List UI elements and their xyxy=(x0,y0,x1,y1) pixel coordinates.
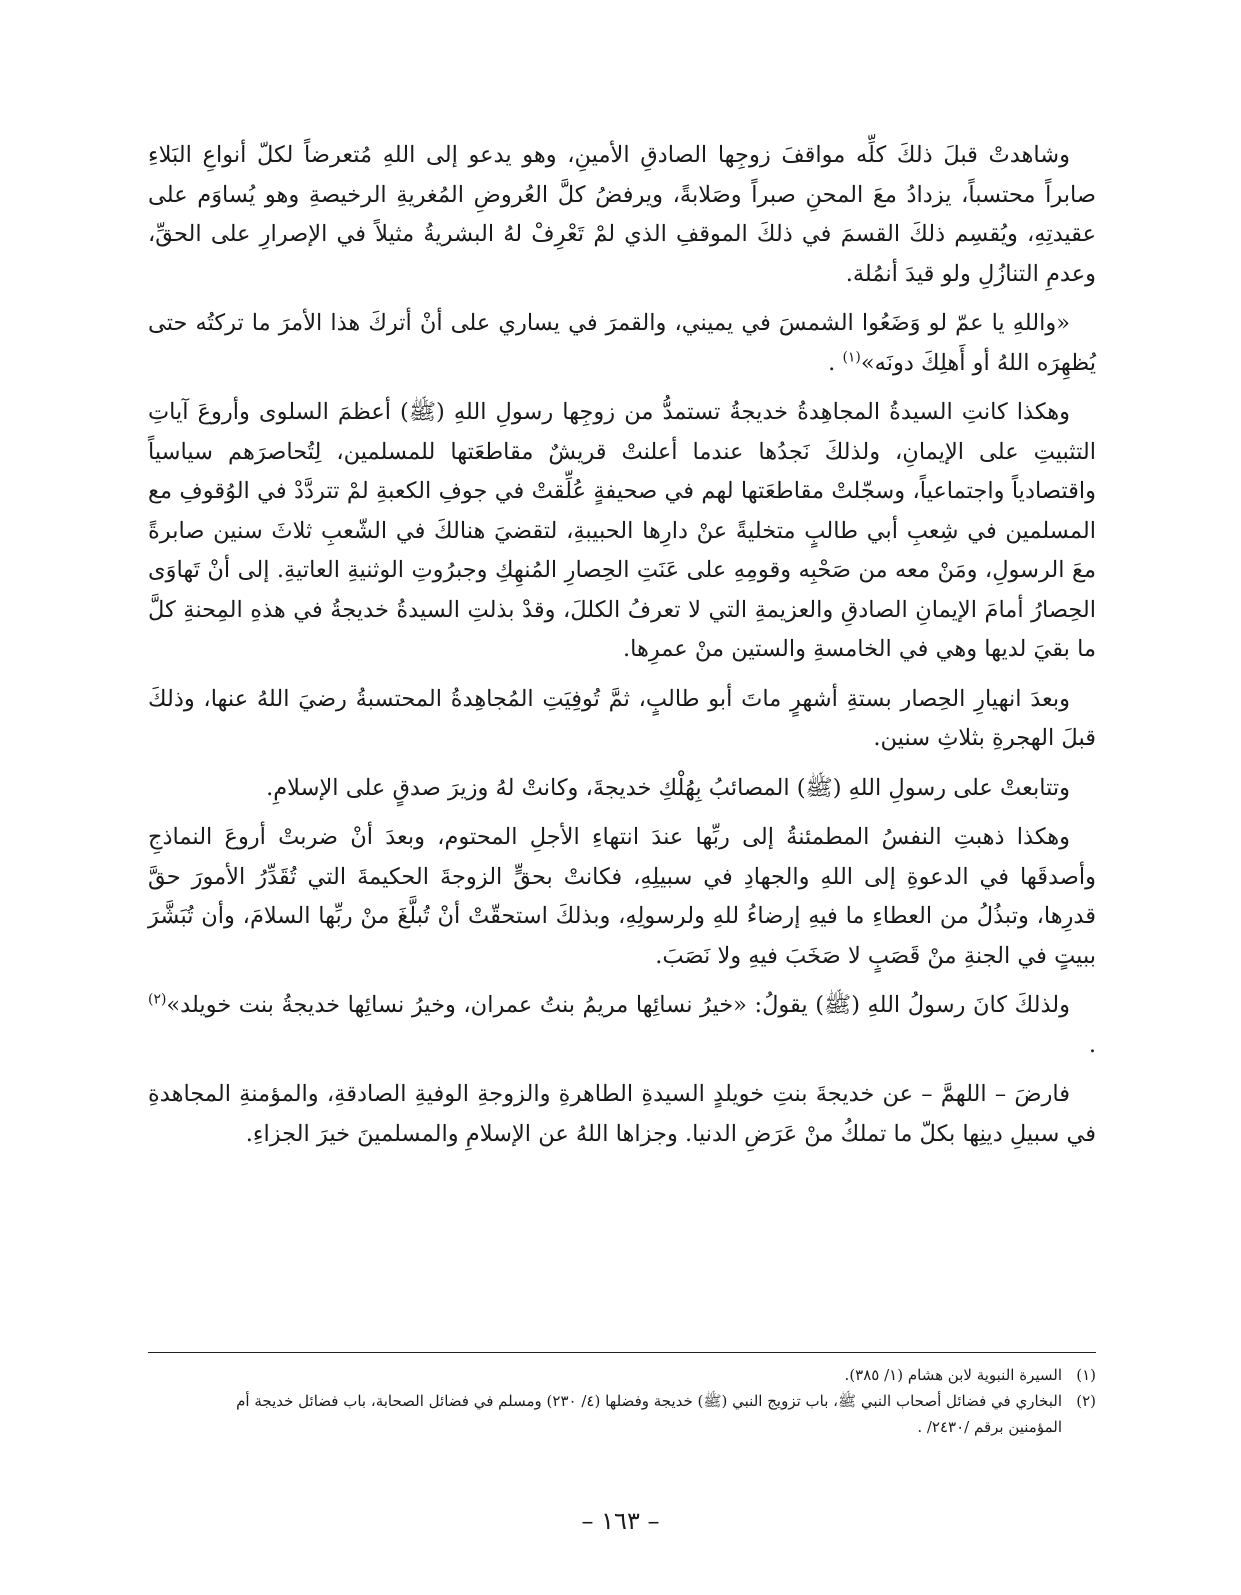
paragraph: وشاهدتْ قبلَ ذلكَ كلِّه مواقفَ زوجِها الصادقِ الأمينِ، وهو يدعو إلى اللهِ مُتعرضاً لكلّ أنواعِ البَلاءِ صابراً محتسباً، يزدادُ معَ المحنِ صبراً وصَلابةً، ويرفضُ كلَّ العُروضِ المُغريةِ الرخيصةِ وهو يُساوَم على عقيدتِهِ، ويُقسِم ذلكَ القسمَ في ذلكَ الموقفِ الذي لمْ تَعْرِفْ لهُ البشريةُ مثيلاً في الإصرارِ على الحقِّ، وعدمِ التنازُلِ ولو قيدَ أنمُلة. xyxy=(148,142,1096,287)
paragraph-hadith xyxy=(148,986,1096,1065)
paragraph-quote xyxy=(148,304,1096,383)
paragraph: وهكذا ذهبتِ النفسُ المطمئنةُ إلى ربِّها عندَ انتهاءِ الأجلِ المحتوم، وبعدَ أنْ ضربتْ أروعَ النماذجِ وأصدقَها في الدعوةِ إلى اللهِ والجهادِ في سبيلِهِ، فكانتْ بحقٍّ الزوجةَ الحكيمةَ التي تُقَدِّرُ الأمورَ حقَّ قدرِها، وتبذُلُ من العطاءِ ما فيهِ إرضاءُ للهِ ولرسولِهِ، وبذلكَ استحقّتْ أنْ تُبلَّغَ منْ ربِّها السلامَ، وأن تُبَشَّرَ ببيتٍ في الجنةِ منْ قَصَبٍ لا صَخَبَ فيهِ ولا نَصَبَ. xyxy=(148,824,1096,969)
sentence-end: . xyxy=(1088,1031,1096,1058)
paragraph: وهكذا كانتِ السيدةُ المجاهِدةُ خديجةُ تستمدُّ من زوجِها رسولِ اللهِ (ﷺ) أعظمَ السلوى وأروعَ آياتِ التثبيتِ على الإيمانِ، ولذلكَ نَجدُها عندما أعلنتْ قريشٌ مقاطعَتها للمسلمين، لِتُحاصرَهم سياسياً واقتصادياً واجتماعياً، وسجّلتْ مقاطعَتها لهم في صحيفةٍ عُلِّقتْ في جوفِ الكعبةِ لمْ تتردَّدْ في الوُقوفِ مع المسلمين في شِعبِ أبي طالبٍ متخليةً عنْ دارِها الحبيبةِ، لتقضيَ هنالكَ في الشّعبِ ثلاثَ سنين صابرةً معَ الرسولِ، ومَنْ معه من صَحْبِه وقومِهِ على عَنَتِ الحِصارِ المُنهِكِ وجبرُوتِ الوثنيةِ العاتيةِ. إلى أنْ تَهاوَى الحِصارُ أمامَ الإيمانِ الصادقِ والعزيمةِ التي لا تعرفُ الكللَ، وقدْ بذلتِ السيدةُ خديجةُ في هذهِ المِحنةِ كلَّ ما بقيَ لديها وهي في الخامسةِ والستين منْ عمرِها. xyxy=(148,399,1096,662)
footnote xyxy=(148,1362,1096,1388)
sentence-end: . xyxy=(828,349,843,376)
footnote xyxy=(148,1388,1096,1414)
footnote-number: (١) xyxy=(1076,1366,1096,1384)
paragraph-closing: فارضَ – اللهمَّ – عن خديجةَ بنتِ خويلدٍ السيدةِ الطاهرةِ والزوجةِ الوفيةِ الصادقةِ، والمؤمنةِ المجاهدةِ في سبيلِ دينِها بكلّ ما تملكُ منْ عَرَضِ الدنيا. وجزاها اللهُ عن الإسلامِ والمسلمينَ خيرَ الجزاءِ. xyxy=(148,1081,1096,1147)
footnote-ref[interactable]: (١) xyxy=(842,349,861,365)
footnote-divider xyxy=(148,1352,1096,1353)
paragraph: وبعدَ انهيارِ الحِصار بستةِ أشهرٍ ماتَ أبو طالبٍ، ثمَّ تُوفِيَتِ المُجاهِدةُ المحتسبةُ رضيَ اللهُ عنها، وذلكَ قبلَ الهجرةِ بثلاثِ سنين. xyxy=(148,685,1096,751)
footnote-number: (٢) xyxy=(1076,1392,1096,1410)
footnote-ref[interactable]: (٢) xyxy=(148,991,167,1008)
quote-text: «واللهِ يا عمّ لو وَضَعُوا الشمسَ في يميني، والقمرَ في يساري على أنْ أتركَ هذا الأمرَ ما تركتُه حتى يُظهِرَه اللهُ أو أَهلِكَ دونَه» xyxy=(148,310,1096,376)
page-number: – ١٦٣ – xyxy=(581,1507,660,1535)
main-text xyxy=(148,136,1096,1164)
footnotes xyxy=(148,1362,1096,1440)
paragraph: وتتابعتْ على رسولِ اللهِ (ﷺ) المصائبُ بِهُلْكِ خديجةَ، وكانتْ لهُ وزيرَ صدقٍ على الإسلامِ. xyxy=(266,774,1070,801)
footnote-text: البخاري في فضائل أصحاب النبي ﷺ، باب تزويج النبي (ﷺ) خديجة وفضلها (٤/ ٢٣٠) ومسلم في فضائل الصحابة، باب فضائل خديجة أم xyxy=(236,1392,1062,1410)
footnote-text: السيرة النبوية لابن هشام (١/ ٣٨٥). xyxy=(844,1366,1062,1384)
hadith-text: ولذلكَ كانَ رسولُ اللهِ (ﷺ) يقولُ: «خيرُ نسائِها مريمُ بنتُ عمران، وخيرُ نسائِها خديجةُ بنت خويلد» xyxy=(166,992,1070,1018)
footnote-continuation: المؤمنين برقم /٢٤٣٠/ . xyxy=(917,1418,1062,1436)
